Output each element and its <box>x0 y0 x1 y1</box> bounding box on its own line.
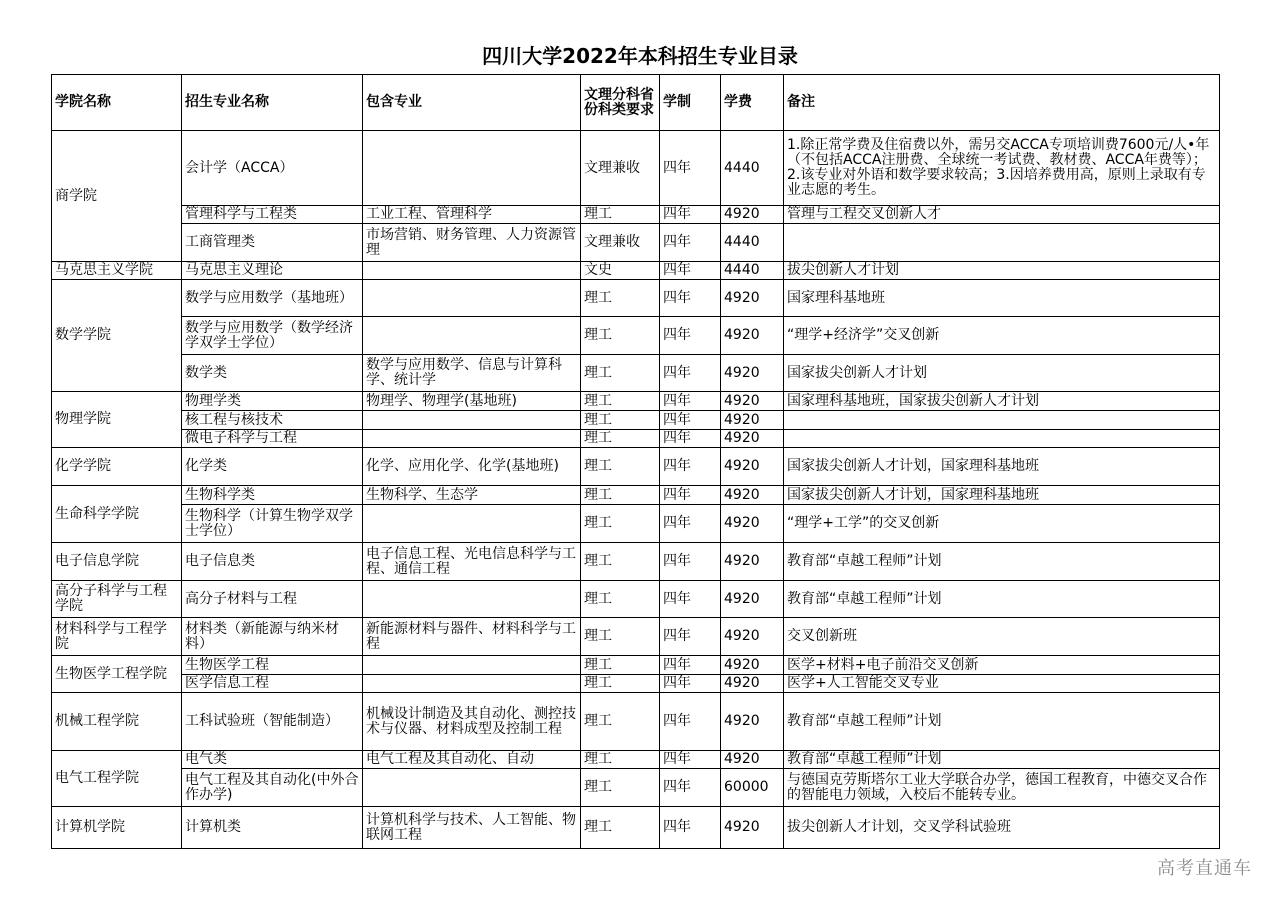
major-cell: 生物科学类 <box>182 486 363 505</box>
fee-cell: 4920 <box>721 280 784 317</box>
category-cell: 理工 <box>581 543 660 581</box>
table-row <box>52 262 1220 280</box>
header-category: 文理分科省份科类要求 <box>581 75 660 131</box>
major-cell: 电子信息类 <box>182 543 363 581</box>
college-cell: 物理学院 <box>52 392 182 448</box>
note-cell: 国家拔尖创新人才计划 <box>784 355 1220 392</box>
fee-cell: 4920 <box>721 807 784 849</box>
table-row <box>52 448 1220 486</box>
table-row <box>52 355 1220 392</box>
category-cell: 理工 <box>581 751 660 769</box>
college-cell: 数学学院 <box>52 280 182 392</box>
fee-cell: 4920 <box>721 581 784 618</box>
includes-cell <box>363 131 581 206</box>
note-cell: 教育部“卓越工程师”计划 <box>784 581 1220 618</box>
category-cell: 理工 <box>581 807 660 849</box>
category-cell: 理工 <box>581 769 660 807</box>
college-cell: 生物医学工程学院 <box>52 656 182 693</box>
includes-cell: 新能源材料与器件、材料科学与工程 <box>363 618 581 656</box>
includes-cell <box>363 769 581 807</box>
includes-cell: 化学、应用化学、化学(基地班) <box>363 448 581 486</box>
college-cell: 电气工程学院 <box>52 751 182 807</box>
duration-cell: 四年 <box>660 224 721 262</box>
table-row <box>52 807 1220 849</box>
fee-cell: 4920 <box>721 355 784 392</box>
duration-cell: 四年 <box>660 807 721 849</box>
fee-cell: 4440 <box>721 224 784 262</box>
duration-cell: 四年 <box>660 392 721 411</box>
duration-cell: 四年 <box>660 751 721 769</box>
major-cell: 工科试验班（智能制造） <box>182 693 363 751</box>
includes-cell: 电气工程及其自动化、自动 <box>363 751 581 769</box>
college-cell: 生命科学学院 <box>52 486 182 543</box>
fee-cell: 4920 <box>721 448 784 486</box>
fee-cell: 4920 <box>721 675 784 693</box>
note-cell <box>784 430 1220 448</box>
table-row <box>52 693 1220 751</box>
fee-cell: 4920 <box>721 505 784 543</box>
note-cell <box>784 224 1220 262</box>
major-cell: 高分子材料与工程 <box>182 581 363 618</box>
duration-cell: 四年 <box>660 693 721 751</box>
note-cell: 教育部“卓越工程师”计划 <box>784 751 1220 769</box>
category-cell: 理工 <box>581 693 660 751</box>
category-cell: 理工 <box>581 430 660 448</box>
includes-cell <box>363 430 581 448</box>
major-cell: 数学与应用数学（基地班） <box>182 280 363 317</box>
table-row <box>52 505 1220 543</box>
table-row <box>52 131 1220 206</box>
duration-cell: 四年 <box>660 581 721 618</box>
note-cell: 医学+人工智能交叉专业 <box>784 675 1220 693</box>
includes-cell <box>363 280 581 317</box>
major-cell: 工商管理类 <box>182 224 363 262</box>
major-cell: 电气工程及其自动化(中外合作办学) <box>182 769 363 807</box>
includes-cell: 数学与应用数学、信息与计算科学、统计学 <box>363 355 581 392</box>
category-cell: 理工 <box>581 505 660 543</box>
header-college: 学院名称 <box>52 75 182 131</box>
table-row <box>52 486 1220 505</box>
table-row <box>52 280 1220 317</box>
watermark-text: 高考直通车 <box>1157 858 1252 879</box>
duration-cell: 四年 <box>660 262 721 280</box>
note-cell: “理学+经济学”交叉创新 <box>784 317 1220 355</box>
category-cell: 文理兼收 <box>581 224 660 262</box>
category-cell: 理工 <box>581 581 660 618</box>
fee-cell: 4920 <box>721 656 784 675</box>
fee-cell: 4440 <box>721 131 784 206</box>
category-cell: 文理兼收 <box>581 131 660 206</box>
duration-cell: 四年 <box>660 411 721 430</box>
duration-cell: 四年 <box>660 656 721 675</box>
duration-cell: 四年 <box>660 206 721 224</box>
college-cell: 机械工程学院 <box>52 693 182 751</box>
table-header-row <box>52 75 1220 131</box>
fee-cell: 4920 <box>721 543 784 581</box>
table-row <box>52 751 1220 769</box>
note-cell: 拔尖创新人才计划，交叉学科试验班 <box>784 807 1220 849</box>
duration-cell: 四年 <box>660 769 721 807</box>
major-cell: 电气类 <box>182 751 363 769</box>
note-cell: 医学+材料+电子前沿交叉创新 <box>784 656 1220 675</box>
table-row <box>52 675 1220 693</box>
table-row <box>52 618 1220 656</box>
duration-cell: 四年 <box>660 543 721 581</box>
duration-cell: 四年 <box>660 317 721 355</box>
includes-cell <box>363 505 581 543</box>
college-cell: 材料科学与工程学院 <box>52 618 182 656</box>
major-cell: 化学类 <box>182 448 363 486</box>
college-cell: 商学院 <box>52 131 182 262</box>
major-cell: 数学与应用数学（数学经济学双学士学位） <box>182 317 363 355</box>
duration-cell: 四年 <box>660 131 721 206</box>
category-cell: 理工 <box>581 656 660 675</box>
college-cell: 电子信息学院 <box>52 543 182 581</box>
includes-cell: 工业工程、管理科学 <box>363 206 581 224</box>
major-catalog-table <box>51 74 1220 849</box>
table-row <box>52 206 1220 224</box>
category-cell: 理工 <box>581 206 660 224</box>
includes-cell: 物理学、物理学(基地班) <box>363 392 581 411</box>
includes-cell: 机械设计制造及其自动化、测控技术与仪器、材料成型及控制工程 <box>363 693 581 751</box>
duration-cell: 四年 <box>660 618 721 656</box>
includes-cell <box>363 411 581 430</box>
major-cell: 微电子科学与工程 <box>182 430 363 448</box>
duration-cell: 四年 <box>660 505 721 543</box>
note-cell: 拔尖创新人才计划 <box>784 262 1220 280</box>
includes-cell: 计算机科学与技术、人工智能、物联网工程 <box>363 807 581 849</box>
table-row <box>52 769 1220 807</box>
note-cell: “理学+工学”的交叉创新 <box>784 505 1220 543</box>
fee-cell: 4440 <box>721 262 784 280</box>
duration-cell: 四年 <box>660 280 721 317</box>
college-cell: 高分子科学与工程学院 <box>52 581 182 618</box>
includes-cell: 市场营销、财务管理、人力资源管理 <box>363 224 581 262</box>
duration-cell: 四年 <box>660 430 721 448</box>
category-cell: 理工 <box>581 317 660 355</box>
note-cell: 1.除正常学费及住宿费以外，需另交ACCA专项培训费7600元/人•年（不包括ACCA注册费、全球统一考试费、教材费、ACCA年费等）；2.该专业对外语和数学要求较高；3.因培养费用高，原则上录取有专业志愿的考生。 <box>784 131 1220 206</box>
major-cell: 医学信息工程 <box>182 675 363 693</box>
note-cell: 与德国克劳斯塔尔工业大学联合办学，德国工程教育，中德交叉合作的智能电力领域，入校后不能转专业。 <box>784 769 1220 807</box>
category-cell: 文史 <box>581 262 660 280</box>
note-cell <box>784 411 1220 430</box>
duration-cell: 四年 <box>660 675 721 693</box>
category-cell: 理工 <box>581 618 660 656</box>
note-cell: 国家理科基地班 <box>784 280 1220 317</box>
table-row <box>52 317 1220 355</box>
includes-cell: 生物科学、生态学 <box>363 486 581 505</box>
includes-cell <box>363 581 581 618</box>
category-cell: 理工 <box>581 411 660 430</box>
major-cell: 物理学类 <box>182 392 363 411</box>
category-cell: 理工 <box>581 392 660 411</box>
note-cell: 国家拔尖创新人才计划，国家理科基地班 <box>784 486 1220 505</box>
fee-cell: 4920 <box>721 486 784 505</box>
fee-cell: 4920 <box>721 392 784 411</box>
college-cell: 化学学院 <box>52 448 182 486</box>
fee-cell: 4920 <box>721 751 784 769</box>
category-cell: 理工 <box>581 486 660 505</box>
note-cell: 交叉创新班 <box>784 618 1220 656</box>
fee-cell: 4920 <box>721 618 784 656</box>
major-cell: 计算机类 <box>182 807 363 849</box>
duration-cell: 四年 <box>660 448 721 486</box>
header-note: 备注 <box>784 75 1220 131</box>
table-row <box>52 543 1220 581</box>
fee-cell: 4920 <box>721 430 784 448</box>
note-cell: 教育部“卓越工程师”计划 <box>784 543 1220 581</box>
college-cell: 马克思主义学院 <box>52 262 182 280</box>
fee-cell: 4920 <box>721 206 784 224</box>
includes-cell <box>363 262 581 280</box>
includes-cell <box>363 675 581 693</box>
table-row <box>52 656 1220 675</box>
category-cell: 理工 <box>581 448 660 486</box>
category-cell: 理工 <box>581 355 660 392</box>
table-row <box>52 224 1220 262</box>
note-cell: 国家拔尖创新人才计划，国家理科基地班 <box>784 448 1220 486</box>
college-cell: 计算机学院 <box>52 807 182 849</box>
duration-cell: 四年 <box>660 486 721 505</box>
category-cell: 理工 <box>581 280 660 317</box>
table-row <box>52 411 1220 430</box>
includes-cell <box>363 656 581 675</box>
note-cell: 教育部“卓越工程师”计划 <box>784 693 1220 751</box>
page-title: 四川大学2022年本科招生专业目录 <box>482 44 798 68</box>
header-major: 招生专业名称 <box>182 75 363 131</box>
header-includes: 包含专业 <box>363 75 581 131</box>
major-cell: 数学类 <box>182 355 363 392</box>
fee-cell: 60000 <box>721 769 784 807</box>
major-cell: 管理科学与工程类 <box>182 206 363 224</box>
major-cell: 材料类（新能源与纳米材料） <box>182 618 363 656</box>
category-cell: 理工 <box>581 675 660 693</box>
table-row <box>52 430 1220 448</box>
duration-cell: 四年 <box>660 355 721 392</box>
note-cell: 管理与工程交叉创新人才 <box>784 206 1220 224</box>
note-cell: 国家理科基地班，国家拔尖创新人才计划 <box>784 392 1220 411</box>
major-cell: 生物科学（计算生物学双学士学位） <box>182 505 363 543</box>
header-duration: 学制 <box>660 75 721 131</box>
fee-cell: 4920 <box>721 411 784 430</box>
table-row <box>52 392 1220 411</box>
includes-cell: 电子信息工程、光电信息科学与工程、通信工程 <box>363 543 581 581</box>
fee-cell: 4920 <box>721 693 784 751</box>
major-cell: 核工程与核技术 <box>182 411 363 430</box>
fee-cell: 4920 <box>721 317 784 355</box>
major-cell: 生物医学工程 <box>182 656 363 675</box>
table-row <box>52 581 1220 618</box>
includes-cell <box>363 317 581 355</box>
major-cell: 会计学（ACCA） <box>182 131 363 206</box>
major-cell: 马克思主义理论 <box>182 262 363 280</box>
header-fee: 学费 <box>721 75 784 131</box>
